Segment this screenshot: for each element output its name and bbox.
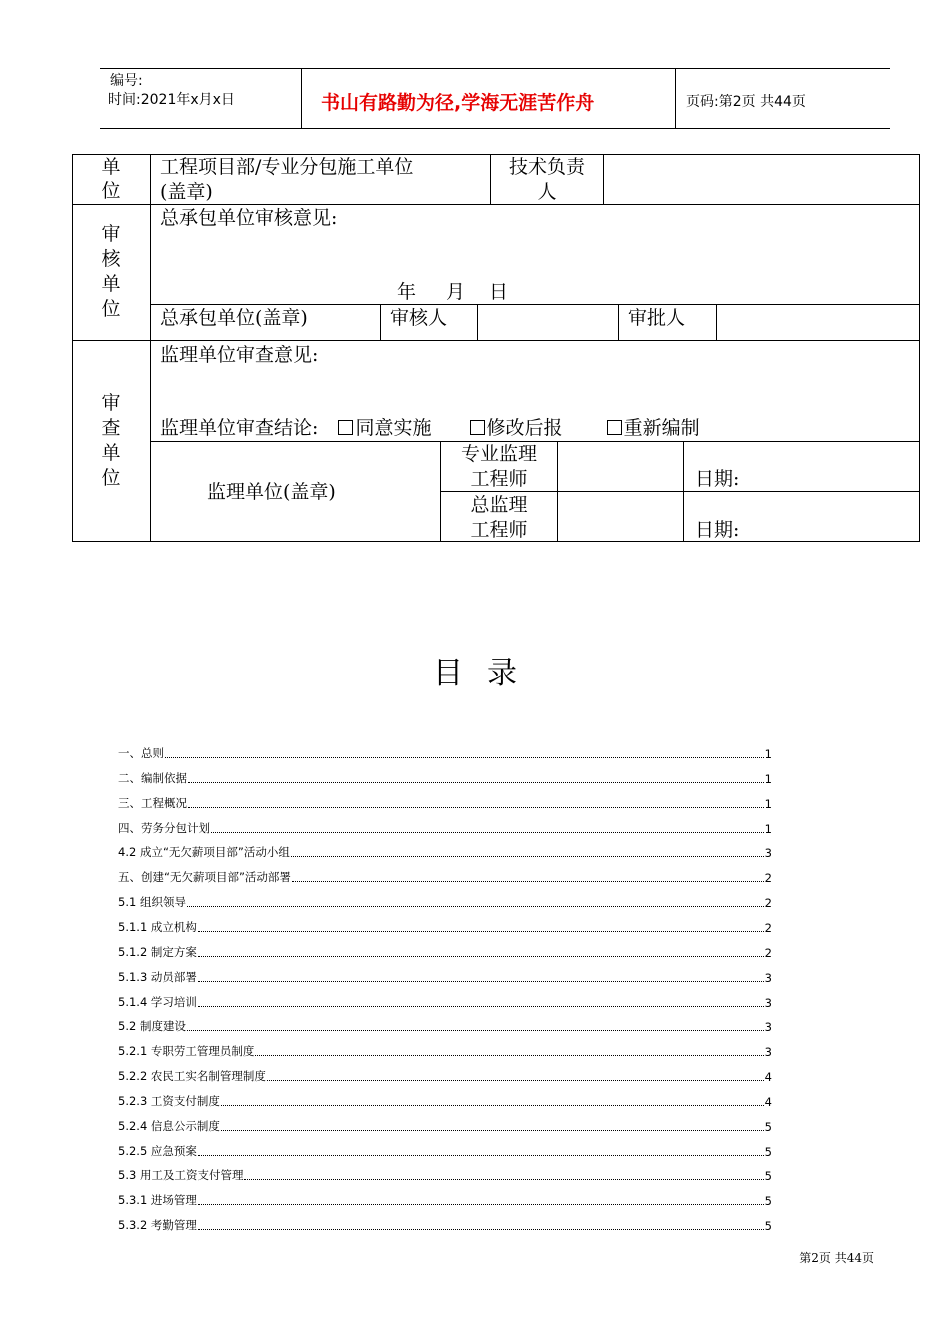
- inspect-unit-label: 审查单位: [101, 392, 121, 489]
- toc-entry[interactable]: [118, 1217, 772, 1233]
- toc-entry-label: 二、编制依据: [118, 770, 187, 785]
- contractor-review-opinion: 总承包单位审核意见:: [160, 207, 338, 229]
- table-rule: [72, 204, 920, 205]
- toc-entry-label: 5.2.3 工资支付制度: [118, 1093, 220, 1108]
- toc-entry-page: 2: [764, 896, 772, 911]
- toc-entry-label: 5.1.4 学习培训: [118, 994, 197, 1009]
- toc-dot-leader: [292, 881, 764, 882]
- header-divider: [675, 69, 676, 129]
- unit-name-line1: 工程项目部/专业分包施工单位: [160, 156, 414, 178]
- toc-entry[interactable]: [118, 944, 772, 960]
- toc-entry[interactable]: [118, 1018, 772, 1034]
- toc-dot-leader: [221, 1130, 764, 1131]
- review-unit-label: 审核单位: [101, 223, 121, 320]
- toc-dot-leader: [198, 981, 764, 982]
- approver-signature-field[interactable]: [717, 305, 919, 340]
- toc-entry-page: 2: [764, 945, 772, 960]
- toc-entry-label: 5.1.1 成立机构: [118, 919, 197, 934]
- toc-dot-leader: [255, 1055, 763, 1056]
- toc-entry-label: 4.2 成立“无欠薪项目部”活动小组: [118, 845, 290, 860]
- toc-entry-page: 5: [764, 1169, 772, 1184]
- toc-entry-page: 3: [764, 995, 772, 1010]
- toc-entry-label: 5.2.4 信息公示制度: [118, 1118, 220, 1133]
- toc-entry-page: 4: [764, 1094, 772, 1109]
- supervisor-review-opinion: 监理单位审查意见:: [160, 344, 319, 366]
- table-rule: [618, 304, 619, 341]
- toc-entry-label: 5.1 组织领导: [118, 895, 186, 910]
- supervisor-opinion-field[interactable]: [151, 368, 919, 414]
- toc-entry-page: 5: [764, 1119, 772, 1134]
- table-border: [919, 154, 920, 542]
- toc-entry-page: 3: [764, 1020, 772, 1035]
- header-motto: 书山有路勤为径,学海无涯苦作舟: [321, 92, 595, 114]
- option-revise-label: 修改后报: [486, 417, 563, 439]
- toc-dot-leader: [198, 931, 764, 932]
- toc-dot-leader: [187, 906, 764, 907]
- supervisor-conclusion-row: [160, 416, 700, 440]
- checkbox-icon[interactable]: [607, 420, 622, 435]
- tech-lead-label-line2: 人: [537, 181, 557, 203]
- specialist-engineer-line1: 专业监理: [460, 443, 537, 465]
- toc-entry[interactable]: [118, 1043, 772, 1059]
- toc-entry-page: 3: [764, 846, 772, 861]
- toc-entry-label: 5.1.2 制定方案: [118, 944, 197, 959]
- chief-engineer-line2: 工程师: [470, 519, 528, 541]
- review-date-year: 年: [397, 281, 417, 303]
- checkbox-icon[interactable]: [470, 420, 485, 435]
- option-revise[interactable]: [470, 417, 563, 439]
- toc-entry-label: 一、总则: [118, 746, 164, 760]
- toc-entry-page: 1: [764, 771, 772, 786]
- specialist-date-label: 日期:: [695, 468, 740, 490]
- chief-date-label: 日期:: [695, 519, 740, 541]
- toc-entry[interactable]: [118, 1143, 772, 1159]
- table-rule: [380, 304, 381, 341]
- header-top-rule: [100, 68, 890, 69]
- toc-entry[interactable]: [118, 994, 772, 1010]
- supervisor-seal-label: 监理单位(盖章): [207, 481, 336, 503]
- toc-entry[interactable]: [118, 1167, 772, 1183]
- toc-dot-leader: [211, 832, 764, 833]
- toc-dot-leader: [221, 1105, 764, 1106]
- toc-dot-leader: [198, 1155, 764, 1156]
- toc-entry-label: 四、劳务分包计划: [118, 820, 210, 835]
- toc-dot-leader: [291, 856, 764, 857]
- toc-entry[interactable]: [118, 795, 772, 811]
- toc-entry-page: 5: [764, 1144, 772, 1159]
- toc-entry-label: 5.3.2 考勤管理: [118, 1218, 197, 1233]
- toc-entry-label: 5.2 制度建设: [118, 1019, 186, 1034]
- table-rule: [150, 154, 151, 542]
- toc-entry[interactable]: [118, 919, 772, 935]
- toc-entry[interactable]: [118, 1118, 772, 1134]
- approver-label: 审批人: [628, 307, 686, 329]
- toc-entry[interactable]: [118, 770, 772, 786]
- toc-dot-leader: [198, 1006, 764, 1007]
- toc-dot-leader: [188, 807, 764, 808]
- supervisor-conclusion-label: 监理单位审查结论:: [160, 417, 319, 439]
- specialist-engineer-line2: 工程师: [470, 468, 528, 490]
- header-bottom-rule: [100, 128, 890, 129]
- toc-entry-page: 3: [764, 970, 772, 985]
- header-divider: [301, 69, 302, 129]
- toc-entry-page: 1: [764, 796, 772, 811]
- toc-entry[interactable]: [118, 894, 772, 910]
- header-page-label: 页码:第2页 共44页: [686, 94, 806, 110]
- toc-entry[interactable]: [118, 1093, 772, 1109]
- toc-dot-leader: [198, 1204, 764, 1205]
- document-time-label: 时间:2021年x月x日: [108, 92, 235, 108]
- chief-engineer-line1: 总监理: [470, 494, 528, 516]
- toc-entry-page: 5: [764, 1194, 772, 1209]
- toc-entry-page: 2: [764, 920, 772, 935]
- tech-lead-signature-field[interactable]: [604, 155, 919, 204]
- toc-entry[interactable]: [118, 745, 772, 761]
- toc-entry-label: 5.2.5 应急预案: [118, 1143, 197, 1158]
- toc-dot-leader: [267, 1080, 764, 1081]
- document-number-label: 编号:: [110, 73, 143, 89]
- toc-entry[interactable]: [118, 1068, 772, 1084]
- table-border: [72, 154, 73, 542]
- toc-entry-label: 5.1.3 动员部署: [118, 969, 197, 984]
- table-rule: [72, 340, 920, 341]
- toc-entry-page: 2: [764, 871, 772, 886]
- option-approve-label: 同意实施: [355, 417, 432, 439]
- chief-engineer-signature-field[interactable]: [558, 492, 683, 541]
- table-rule: [683, 441, 684, 542]
- toc-title: 目录: [433, 656, 541, 691]
- toc-entry[interactable]: [118, 869, 772, 885]
- toc-entry-label: 5.2.1 专职劳工管理员制度: [118, 1044, 255, 1059]
- toc-entry-label: 五、创建“无欠薪项目部”活动部署: [118, 870, 291, 885]
- tech-lead-label-line1: 技术负责: [508, 156, 585, 178]
- reviewer-label: 审核人: [390, 307, 448, 329]
- contractor-review-opinion-field[interactable]: [151, 232, 919, 280]
- review-date-day: 日: [489, 281, 509, 303]
- review-date-month: 月: [446, 281, 466, 303]
- toc-dot-leader: [188, 782, 764, 783]
- toc-entry[interactable]: [118, 969, 772, 985]
- toc-entry-page: 4: [764, 1070, 772, 1085]
- toc-entry-label: 5.2.2 农民工实名制管理制度: [118, 1069, 266, 1084]
- toc-entry-label: 5.3.1 进场管理: [118, 1193, 197, 1208]
- toc-entry[interactable]: [118, 1192, 772, 1208]
- option-recompile-label: 重新编制: [623, 417, 700, 439]
- footer-page-number: 第2页 共44页: [799, 1251, 874, 1265]
- option-approve[interactable]: [338, 417, 431, 439]
- toc-entry-page: 1: [764, 747, 772, 761]
- option-recompile[interactable]: [607, 417, 700, 439]
- unit-label: 单位: [101, 156, 121, 202]
- toc-dot-leader: [165, 757, 764, 758]
- toc-entry-page: 5: [764, 1219, 772, 1234]
- toc-entry[interactable]: [118, 844, 772, 860]
- specialist-engineer-signature-field[interactable]: [558, 442, 683, 491]
- toc-dot-leader: [187, 1030, 764, 1031]
- unit-seal-line2: (盖章): [160, 181, 213, 203]
- toc-entry-label: 5.3 用工及工资支付管理: [118, 1168, 244, 1183]
- toc-dot-leader: [244, 1179, 763, 1180]
- toc-entry-page: 3: [764, 1045, 772, 1060]
- toc-entry[interactable]: [118, 820, 772, 836]
- contractor-seal-label: 总承包单位(盖章): [160, 307, 308, 329]
- toc-dot-leader: [198, 1229, 764, 1230]
- toc-entry-label: 三、工程概况: [118, 795, 187, 810]
- reviewer-signature-field[interactable]: [478, 305, 618, 340]
- toc-dot-leader: [198, 956, 764, 957]
- toc-entry-page: 1: [764, 821, 772, 836]
- checkbox-icon[interactable]: [338, 420, 353, 435]
